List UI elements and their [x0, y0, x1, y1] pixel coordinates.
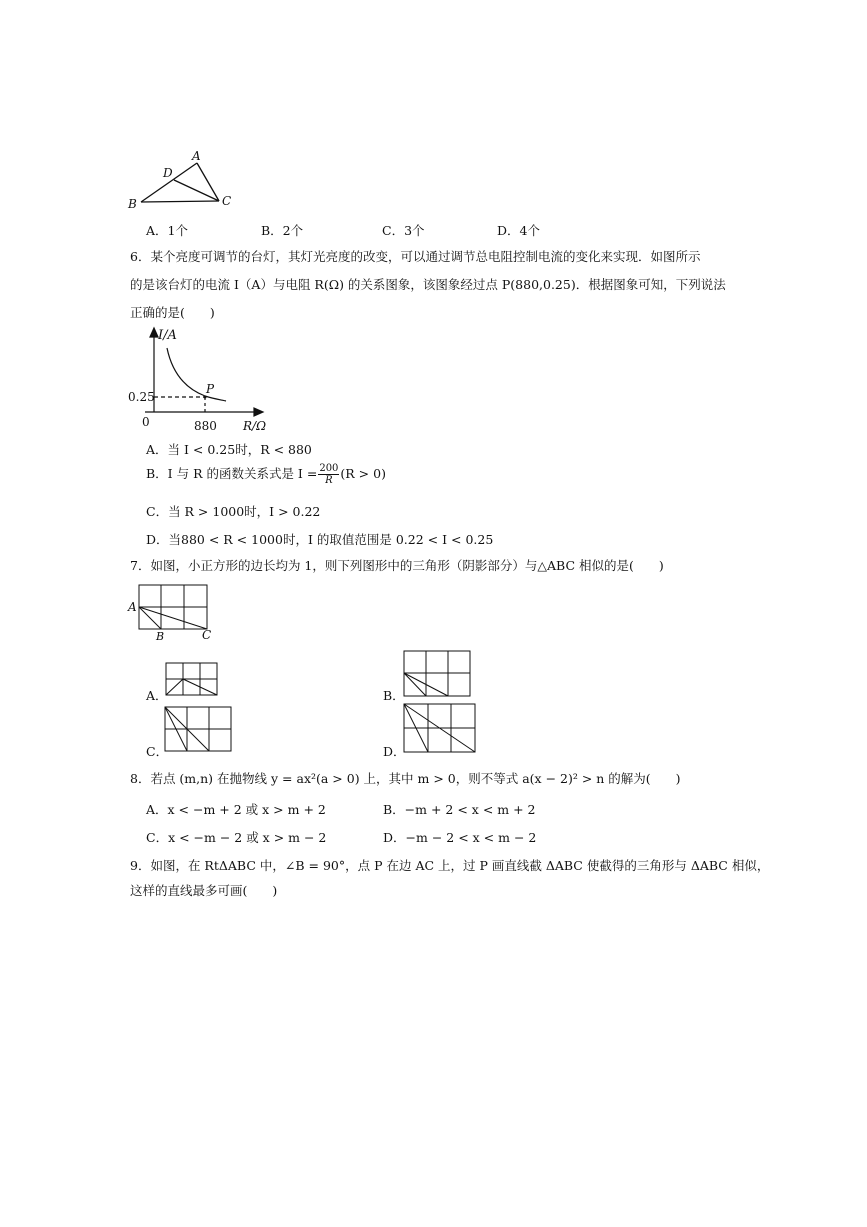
- label-d: D: [163, 166, 173, 180]
- q5-option-d: D．4个: [497, 223, 540, 238]
- label-a: A: [128, 600, 137, 614]
- q8-option-a: A．x < −m + 2 或 x > m + 2: [146, 802, 326, 817]
- q6-stem-line1: 6．某个亮度可调节的台灯，其灯光亮度的改变，可以通过调节总电阻控制电流的变化来实现．如图所示: [130, 249, 701, 264]
- point-p-label: P: [206, 382, 215, 396]
- fraction-numerator: 200: [319, 463, 339, 474]
- q9-stem-line2: 这样的直线最多可画( ): [130, 883, 278, 898]
- q7-option-b-label: B．: [383, 688, 405, 703]
- q7-option-a-label: A．: [146, 688, 168, 703]
- q6-option-d: D．当880 < R < 1000时，I 的取值范围是 0.22 < I < 0.25: [146, 532, 494, 547]
- q5-option-a: A．1个: [146, 223, 188, 238]
- q6-stem-line3: 正确的是( ): [130, 305, 215, 320]
- q8-option-c: C．x < −m − 2 或 x > m − 2: [146, 830, 327, 845]
- label-c: C: [202, 628, 212, 642]
- q9-stem-line1: 9．如图，在 RtΔABC 中，∠B = 90°，点 P 在边 AC 上，过 P 画直线截 ΔABC 使截得的三角形与 ΔABC 相似，: [130, 858, 770, 873]
- q7-option-c-label: C．: [146, 744, 169, 759]
- q6-option-c: C．当 R > 1000时，I > 0.22: [146, 504, 321, 519]
- x-axis-label: R/Ω: [243, 419, 267, 433]
- label-a: A: [192, 149, 201, 163]
- q7-stem: 7．如图，小正方形的边长均为 1，则下列图形中的三角形（阴影部分）与△ABC 相似的是( ): [130, 558, 664, 573]
- label-b: B: [156, 630, 165, 643]
- q7-option-d-label: D．: [383, 744, 406, 759]
- fraction-denominator: R: [325, 475, 333, 486]
- x-tick-label: 880: [194, 419, 217, 433]
- q5-option-c: C．3个: [382, 223, 425, 238]
- q8-option-b: B．−m + 2 < x < m + 2: [383, 802, 536, 817]
- q8-option-d: D．−m − 2 < x < m − 2: [383, 830, 537, 845]
- label-b: B: [128, 197, 137, 211]
- q5-option-b: B．2个: [261, 223, 304, 238]
- q8-stem: 8．若点 (m,n) 在抛物线 y = ax²(a > 0) 上，其中 m > 0，则不等式 a(x − 2)² > n 的解为( ): [130, 771, 681, 786]
- y-tick-label: 0.25: [128, 390, 155, 404]
- label-c: C: [222, 194, 232, 208]
- q6-option-b-text: B．I 与 R 的函数关系式是 I =: [146, 466, 318, 481]
- q6-stem-line2: 的是该台灯的电流 I（A）与电阻 R(Ω) 的关系图象，该图象经过点 P(880,0.25)．根据图象可知，下列说法: [130, 277, 726, 292]
- q6-option-a: A．当 I < 0.25时，R < 880: [146, 442, 312, 457]
- y-axis-label: I/A: [158, 328, 177, 343]
- q6-option-b-domain: (R > 0): [340, 466, 386, 481]
- origin-label: 0: [142, 415, 150, 429]
